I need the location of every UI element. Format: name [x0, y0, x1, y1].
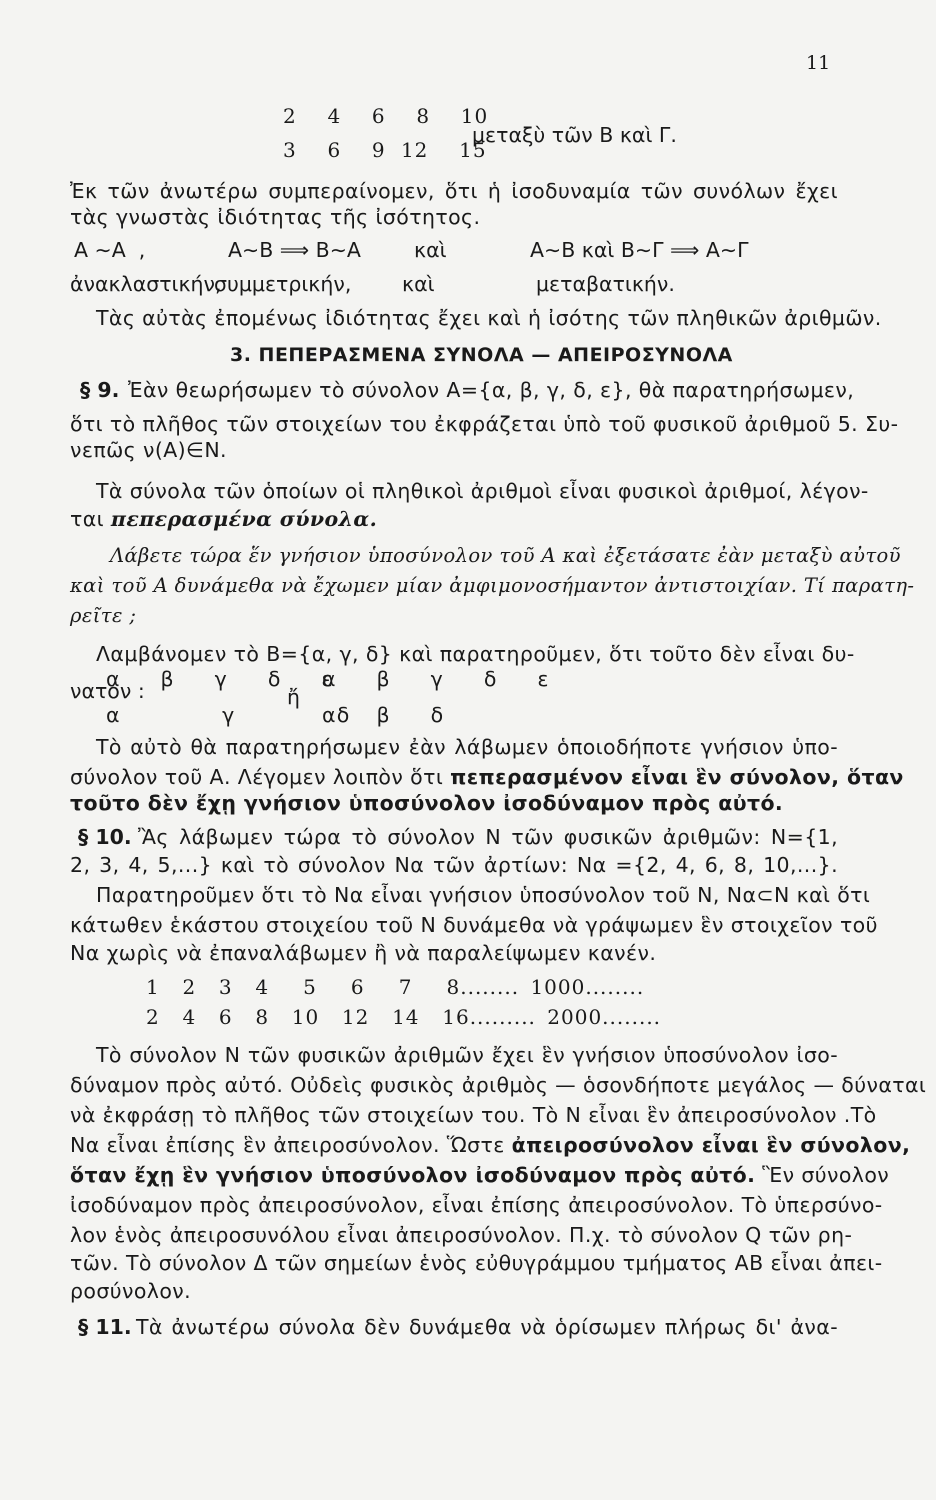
text-line	[70, 1132, 911, 1158]
exercise-line: ρεῖτε ;	[70, 604, 137, 627]
text-line: δύναμον πρὸς αὐτό. Οὐδεὶς φυσικὸς ἀριθμὸς — ὁσονδήποτε μεγάλος — δύναται	[70, 1073, 927, 1097]
relation-transitive: Α∼Β καὶ Β∼Γ ⟹ Α∼Γ	[530, 238, 749, 262]
text-line: λον ἑνὸς ἀπειροσυνόλου εἶναι ἀπειροσύνολον. Π.χ. τὸ σύνολον Q τῶν ρη-	[70, 1223, 853, 1247]
mapping-1-top: α β γ δ ε	[106, 667, 333, 691]
definition-bold: πεπερασμένον εἶναι ἓν σύνολον, ὅταν	[450, 765, 904, 789]
relation-symmetric: Α∼Β ⟹ Β∼Α	[228, 238, 361, 262]
property-and: καὶ	[402, 272, 435, 296]
text-line: 2, 3, 4, 5,...} καὶ τὸ σύνολον Να τῶν ἀρτίων: Να ={2, 4, 6, 8, 10,...}.	[70, 853, 838, 877]
text-span: Ἓν σύνολον	[755, 1163, 890, 1187]
sequence-naturals: 1 2 3 4 5 6 7 8........ 1000........	[146, 975, 645, 999]
table-row-2: 3 6 9 12 15	[283, 138, 487, 162]
mapping-2-top: α β γ δ ε	[322, 667, 549, 691]
text-line: κάτωθεν ἑκάστου στοιχείου τοῦ Ν δυνάμεθα νὰ γράψωμεν ἓν στοιχεῖον τοῦ	[70, 913, 878, 937]
property-symmetric: συμμετρικήν,	[214, 272, 352, 296]
relation-reflexive: Α ∼Α ,	[74, 238, 146, 262]
text-line: Τὸ αὐτὸ θὰ παρατηρήσωμεν ἐὰν λάβωμεν ὁποιοδήποτε γνήσιον ὑπο-	[96, 735, 838, 759]
text-line: Τὰς αὐτὰς ἐπομένως ἰδιότητας ἔχει καὶ ἡ ἰσότης τῶν πληθικῶν ἀριθμῶν.	[96, 306, 882, 330]
text-line	[70, 506, 838, 532]
text-line: Ἐκ τῶν ἀνωτέρω συμπεραίνομεν, ὅτι ἡ ἰσοδυναμία τῶν συνόλων ἔχει	[70, 179, 838, 203]
text-line: Τὰ σύνολα τῶν ὁποίων οἱ πληθικοὶ ἀριθμοὶ εἶναι φυσικοὶ ἀριθμοί, λέγον-	[96, 479, 869, 503]
mapping-2-bottom: α β δ	[322, 703, 444, 727]
text-line: Παρατηροῦμεν ὅτι τὸ Να εἶναι γνήσιον ὑποσύνολον τοῦ Ν, Να⊂Ν καὶ ὅτι	[96, 883, 871, 907]
definition-bold: ὅταν ἔχῃ ἓν γνήσιον ὑποσύνολον ἰσοδύναμον πρὸς αὐτό.	[70, 1163, 756, 1187]
text-line: Τὰ ἀνωτέρω σύνολα δὲν δυνάμεθα νὰ ὁρίσωμεν πλήρως δι' ἀνα-	[136, 1315, 838, 1339]
text-line: ἰσοδύναμον πρὸς ἀπειροσύνολον, εἶναι ἐπίσης ἀπειροσύνολον. Τὸ ὑπερσύνο-	[70, 1193, 883, 1217]
text-line: Να χωρὶς νὰ ἐπαναλάβωμεν ἢ νὰ παραλείψωμεν κανέν.	[70, 941, 657, 965]
property-transitive: μεταβατικήν.	[536, 272, 675, 296]
text-span: Να εἶναι ἐπίσης ἓν ἀπειροσύνολον. Ὥστε	[70, 1133, 512, 1157]
table-row-1: 2 4 6 8 10	[283, 104, 489, 128]
table-label: μεταξὺ τῶν Β καὶ Γ.	[472, 123, 677, 147]
section-heading: 3. ΠΕΠΕΡΑΣΜΕΝΑ ΣΥΝΟΛΑ — ΑΠΕΙΡΟΣΥΝΟΛΑ	[230, 344, 733, 366]
text-span: ται	[70, 507, 111, 531]
text-line: τῶν. Τὸ σύνολον Δ τῶν σημείων ἑνὸς εὐθυγράμμου τμήματος ΑΒ εἶναι ἀπει-	[70, 1251, 883, 1275]
sequence-evens: 2 4 6 8 10 12 14 16......... 2000........	[146, 1005, 662, 1029]
text-line	[70, 764, 904, 790]
exercise-line: Λάβετε τώρα ἕν γνήσιον ὑποσύνολον τοῦ Α καὶ ἐξετάσατε ἐὰν μεταξὺ αὐτοῦ	[110, 544, 901, 567]
paragraph-number-10: § 10.	[78, 825, 132, 849]
text-line: ὅτι τὸ πλῆθος τῶν στοιχείων του ἐκφράζεται ὑπὸ τοῦ φυσικοῦ ἀριθμοῦ 5. Συ-	[70, 412, 899, 436]
text-line: νὰ ἐκφράσῃ τὸ πλῆθος τῶν στοιχείων του. Τὸ Ν εἶναι ἓν ἀπειροσύνολον .Τὸ	[70, 1103, 877, 1127]
property-reflexive: ἀνακλαστικήν,	[70, 272, 222, 296]
text-line	[70, 1162, 890, 1188]
text-line: Ἐὰν θεωρήσωμεν τὸ σύνολον Α={α, β, γ, δ, ε}, θὰ παρατηρήσωμεν,	[128, 378, 855, 402]
definition-bold: ἀπειροσύνολον εἶναι ἓν σύνολον,	[511, 1133, 911, 1157]
relation-and: καὶ	[414, 238, 447, 262]
text-line: ροσύνολον.	[70, 1279, 192, 1303]
text-line: νατόν :	[70, 679, 145, 703]
page-number: 11	[806, 52, 831, 74]
text-line: τὰς γνωστὰς ἰδιότητας τῆς ἰσότητος.	[70, 205, 481, 229]
paragraph-number-11: § 11.	[78, 1315, 132, 1339]
paragraph-number-9: § 9.	[80, 378, 120, 402]
text-line: νεπῶς ν(Α)∈Ν.	[70, 438, 227, 462]
definition-bold: τοῦτο δὲν ἔχῃ γνήσιον ὑποσύνολον ἰσοδύναμον πρὸς αὐτό.	[70, 791, 784, 815]
mapping-1-bottom: α γ δ	[106, 703, 350, 727]
text-line: Τὸ σύνολον Ν τῶν φυσικῶν ἀριθμῶν ἔχει ἓν γνήσιον ὑποσύνολον ἰσο-	[96, 1043, 838, 1067]
text-line: Λαμβάνομεν τὸ Β={α, γ, δ} καὶ παρατηροῦμεν, ὅτι τοῦτο δὲν εἶναι δυ-	[96, 642, 855, 666]
exercise-line: καὶ τοῦ Α δυνάμεθα νὰ ἔχωμεν μίαν ἀμφιμονοσήμαντον ἀντιστοιχίαν. Τί παρατη-	[70, 574, 915, 597]
defined-term: πεπερασμένα σύνολα.	[110, 507, 378, 531]
mapping-or: ἤ	[287, 685, 300, 709]
text-span: σύνολον τοῦ Α. Λέγομεν λοιπὸν ὅτι	[70, 765, 451, 789]
text-line: Ἂς λάβωμεν τώρα τὸ σύνολον Ν τῶν φυσικῶν ἀριθμῶν: Ν={1,	[138, 825, 838, 849]
